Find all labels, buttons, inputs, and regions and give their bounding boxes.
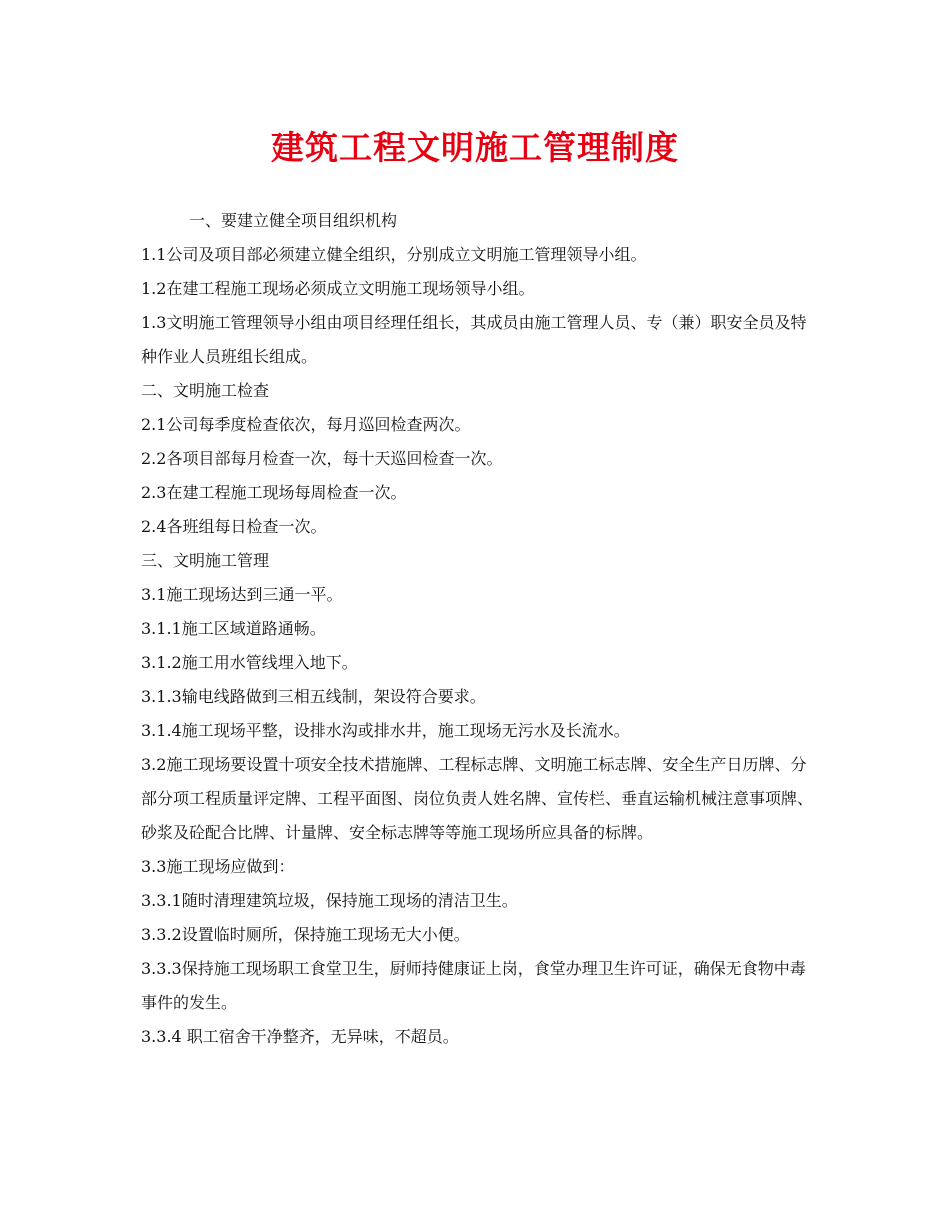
paragraph: 3.1.3输电线路做到三相五线制，架设符合要求。 (141, 687, 486, 706)
paragraph: 2.4各班组每日检查一次。 (141, 517, 327, 536)
paragraph: 1.1公司及项目部必须建立健全组织，分别成立文明施工管理领导小组。 (141, 245, 647, 264)
paragraph: 3.2施工现场要设置十项安全技术措施牌、工程标志牌、文明施工标志牌、安全生产日历牌、分部分项工程质量评定牌、工程平面图、岗位负责人姓名牌、宣传栏、垂直运输机械注意事项牌、砂浆及砼配合比牌、计量牌、安全标志牌等等施工现场所应具备的标牌。 (141, 755, 814, 842)
paragraph: 1.2在建工程施工现场必须成立文明施工现场领导小组。 (141, 279, 535, 298)
paragraph: 二、文明施工检查 (141, 381, 270, 400)
paragraph: 3.3.1随时清理建筑垃圾，保持施工现场的清洁卫生。 (141, 891, 518, 910)
paragraph: 3.3.4 职工宿舍干净整齐，无异味，不超员。 (141, 1027, 459, 1046)
paragraph: 三、文明施工管理 (141, 551, 270, 570)
paragraph: 3.1.4施工现场平整，设排水沟或排水井，施工现场无污水及长流水。 (141, 721, 630, 740)
paragraph: 3.1.1施工区域道路通畅。 (141, 619, 326, 638)
paragraph: 3.3.3保持施工现场职工食堂卫生，厨师持健康证上岗，食堂办理卫生许可证，确保无食物中毒事件的发生。 (141, 959, 806, 1012)
paragraph: 2.2各项目部每月检查一次，每十天巡回检查一次。 (141, 449, 503, 468)
paragraph: 3.1.2施工用水管线埋入地下。 (141, 653, 358, 672)
paragraph: 3.3施工现场应做到： (141, 857, 295, 876)
paragraph: 1.3文明施工管理领导小组由项目经理任组长，其成员由施工管理人员、专（兼）职安全员及特种作业人员班组长组成。 (141, 313, 807, 366)
document-title: 建筑工程文明施工管理制度 (271, 128, 679, 167)
paragraph: 3.3.2设置临时厕所，保持施工现场无大小便。 (141, 925, 470, 944)
document-body (141, 204, 813, 1054)
paragraph: 2.3在建工程施工现场每周检查一次。 (141, 483, 407, 502)
paragraph: 3.1施工现场达到三通一平。 (141, 585, 343, 604)
paragraph: 2.1公司每季度检查依次，每月巡回检查两次。 (141, 415, 471, 434)
paragraph: 一、要建立健全项目组织机构 (189, 211, 398, 230)
